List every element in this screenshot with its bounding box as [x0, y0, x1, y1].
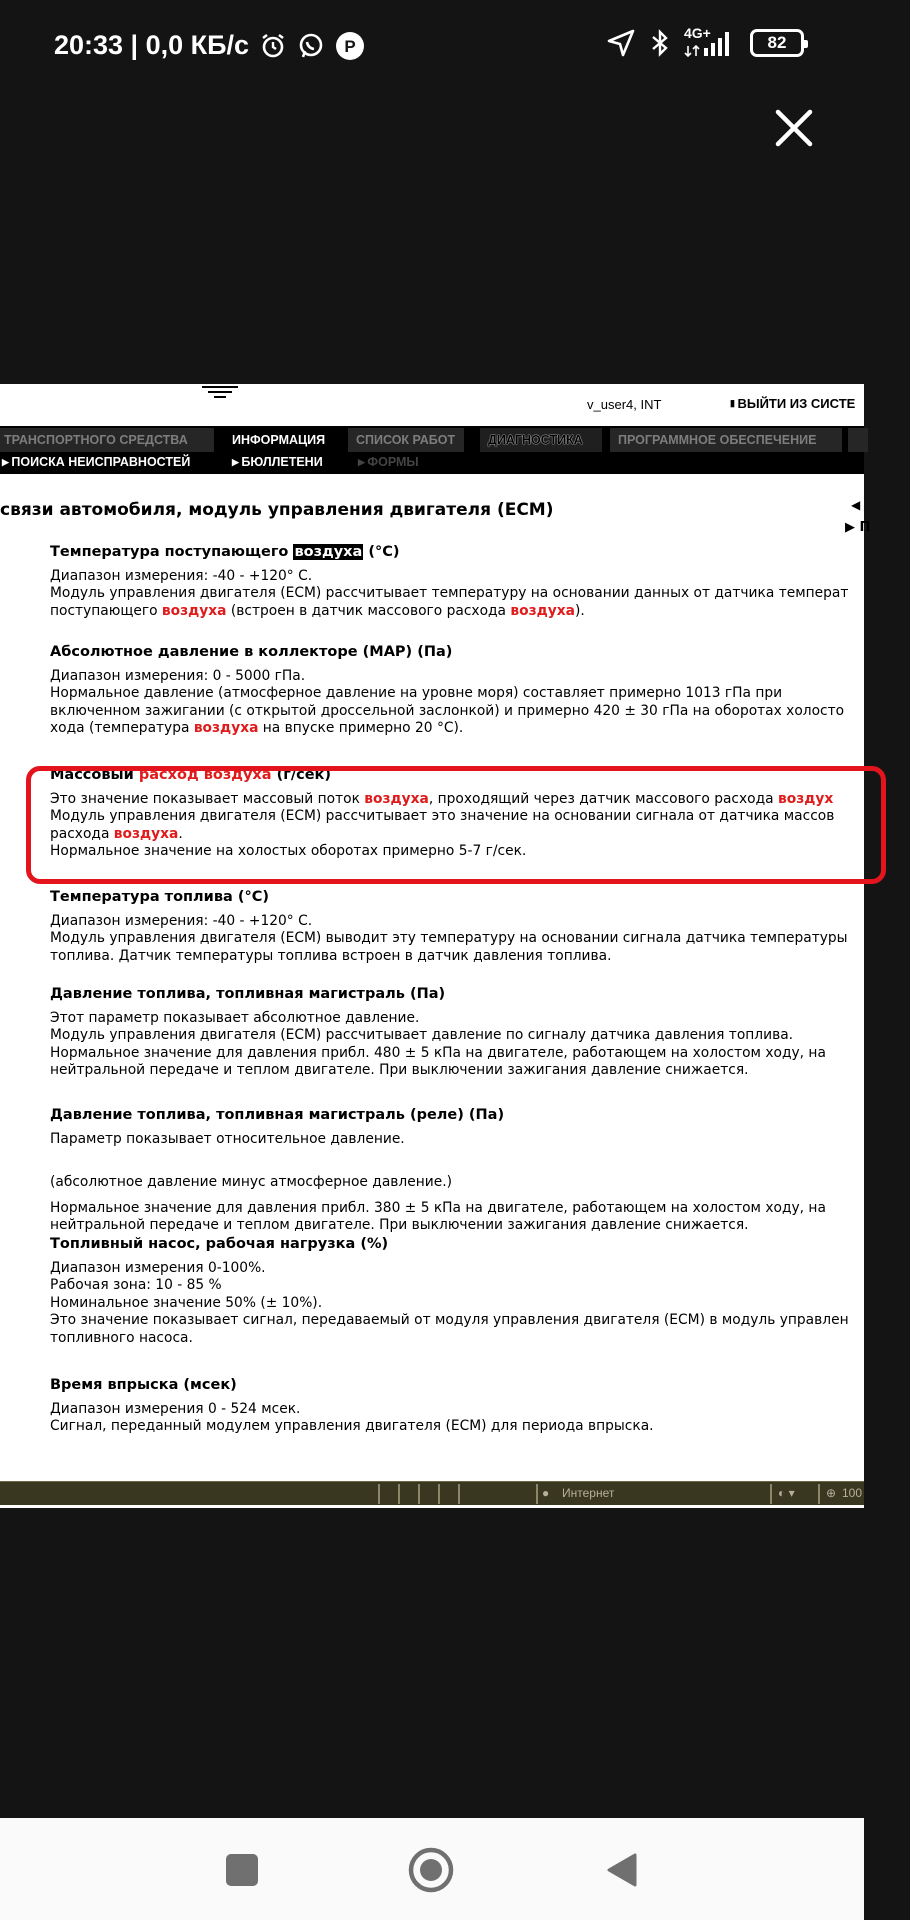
keyword-highlight: воздуха — [364, 790, 429, 807]
status-right — [606, 25, 804, 58]
back-icon — [604, 1852, 640, 1888]
document-screenshot — [0, 384, 871, 1508]
zoom-icon[interactable]: ⊕ — [826, 1486, 837, 1500]
section-line: Нормальное значение для давления прибл. 480 ± 5 кПа на двигателе, работающем на холостом ходу, на — [50, 1044, 826, 1061]
section-line: (абсолютное давление минус атмосферное давление.) — [50, 1174, 452, 1190]
divider — [770, 1484, 772, 1504]
home-button[interactable] — [403, 1842, 459, 1898]
logout-link[interactable]: ▮ ВЫЙТИ ИЗ СИСТЕ — [730, 396, 855, 411]
text-run: расхода — [50, 825, 114, 842]
globe-icon: ● — [542, 1486, 550, 1500]
zoom-level[interactable]: 100 — [842, 1486, 863, 1500]
protected-mode-icon[interactable]: ◐ ▾ — [778, 1486, 795, 1500]
section-fuel-pressure-relative — [50, 1107, 910, 1235]
section-line: Диапазон измерения: -40 - +120° C. — [50, 912, 313, 929]
keyword-highlight: воздуха — [113, 825, 179, 842]
section-line: Диапазон измерения: 0 - 5000 гПа. — [50, 667, 306, 684]
close-icon[interactable] — [770, 104, 818, 152]
recents-icon — [224, 1852, 260, 1888]
text-run: . — [178, 825, 183, 842]
back-button[interactable] — [594, 1842, 650, 1898]
section-line: топлива. Датчик температуры топлива встроен в датчик давления топлива. — [50, 947, 612, 964]
section-title: Топливный насос, рабочая нагрузка (%) — [50, 1236, 389, 1252]
page-title: связи автомобиля, модуль управления двигателя (ECM) — [0, 500, 554, 520]
subnav-forms[interactable]: ▶ ФОРМЫ — [358, 455, 419, 469]
menu-handle-icon[interactable] — [200, 385, 240, 401]
text-run: , проходящий через датчик массового расхода — [428, 790, 779, 807]
section-line: Это значение показывает сигнал, передаваемый от модуля управления двигателя (ECM) в модуль управлен — [50, 1312, 849, 1328]
text-run: Это значение показывает массовый поток — [50, 790, 365, 807]
section-line — [50, 826, 910, 844]
battery-level: 82 — [767, 33, 787, 52]
location-arrow-icon — [606, 28, 636, 58]
divider — [378, 1484, 380, 1504]
sub-navigation — [0, 452, 864, 474]
security-zone: Интернет — [562, 1486, 615, 1500]
section-title: Давление топлива, топливная магистраль (реле) (Па) — [50, 1107, 505, 1123]
section-line: Модуль управления двигателя (ECM) рассчитывает давление по сигналу датчика давления топлива. — [50, 1027, 794, 1043]
divider — [536, 1484, 538, 1504]
status-bar — [0, 0, 864, 96]
text-run: (встроен в датчик массового расхода — [226, 602, 511, 619]
top-toolbar — [0, 384, 864, 424]
parking-icon — [335, 31, 365, 61]
section-intake-temp — [50, 544, 910, 620]
section-line: нейтральной передаче и теплом двигателе. При выключении зажигания давление снижается. — [50, 1217, 749, 1233]
text-run: ). — [574, 602, 585, 619]
section-line: топливного насоса. — [50, 1329, 193, 1346]
section-line: Диапазон измерения 0 - 524 мсек. — [50, 1400, 301, 1417]
title-unit: (°C) — [363, 544, 400, 560]
section-line — [50, 603, 910, 621]
section-line: Модуль управления двигателя (ECM) рассчитывает это значение на основании сигнала от датчика массов — [50, 808, 835, 824]
main-tabs — [0, 426, 864, 452]
text-run: поступающего — [50, 602, 162, 619]
section-line: Диапазон измерения: -40 - +120° C. — [50, 567, 313, 584]
svg-text:P: P — [344, 36, 356, 56]
user-label: v_user4, INT — [587, 397, 662, 412]
section-line: Номинальное значение 50% (± 10%). — [50, 1294, 323, 1311]
keyword-highlight: воздуха — [193, 720, 259, 736]
title-text: Массовый — [50, 767, 139, 783]
tab-information[interactable]: ИНФОРМАЦИЯ — [224, 428, 342, 452]
battery-indicator — [750, 29, 804, 57]
section-line: нейтральной передаче и теплом двигателе. При выключении зажигания давление снижается. — [50, 1062, 749, 1078]
section-line: Модуль управления двигателя (ECM) рассчитывает температуру на основании данных от датчика температ — [50, 585, 849, 601]
home-icon — [407, 1846, 455, 1894]
section-title — [50, 544, 910, 562]
divider — [398, 1484, 400, 1504]
section-line: Параметр показывает относительное давление. — [50, 1130, 405, 1147]
section-line: включенном зажигании (с открытой дроссельной заслонкой) и примерно 420 ± 30 гПа на оборотах холосто — [50, 702, 845, 719]
section-fuel-temp — [50, 889, 910, 965]
tab-work-list[interactable]: СПИСОК РАБОТ — [348, 428, 464, 452]
right-nav-link-label: П — [859, 520, 871, 535]
section-line: Диапазон измерения 0-100%. — [50, 1259, 266, 1276]
section-title — [50, 767, 910, 785]
section-line: Модуль управления двигателя (ECM) выводит эту температуру на основании сигнала датчика температуры — [50, 930, 848, 946]
section-fuel-pressure — [50, 986, 910, 1080]
section-line: Нормальное значение для давления прибл. 380 ± 5 кПа на двигателе, работающем на холостом ходу, на — [50, 1199, 826, 1216]
whatsapp-icon — [297, 32, 325, 60]
keyword-highlight: расход воздуха — [138, 767, 272, 783]
system-nav-bar — [0, 1818, 864, 1920]
subnav-bulletins[interactable]: ▶ БЮЛЛЕТЕНИ — [232, 455, 323, 469]
status-left — [54, 30, 365, 61]
text-run: на впуске примерно 20 °C). — [258, 720, 464, 736]
tab-software[interactable]: ПРОГРАММНОЕ ОБЕСПЕЧЕНИЕ — [610, 428, 842, 452]
section-injection — [50, 1377, 910, 1436]
section-maf — [50, 767, 910, 861]
network-type: 4G+ — [684, 25, 711, 41]
back-arrow-icon[interactable]: ◀ — [851, 498, 861, 512]
section-title: Абсолютное давление в коллекторе (MAP) (Па) — [50, 644, 453, 660]
section-map — [50, 644, 910, 738]
section-line — [50, 791, 910, 809]
keyword-highlight: воздух — [778, 790, 834, 807]
keyword-highlight: воздуха — [510, 602, 575, 619]
text-run: хода (температура — [50, 720, 194, 736]
title-unit: (г/сек) — [271, 767, 332, 783]
tab-overflow[interactable] — [848, 428, 868, 452]
section-fuel-pump — [50, 1236, 910, 1347]
section-title: Время впрыска (мсек) — [50, 1377, 237, 1393]
highlighted-term: воздуха — [294, 544, 363, 560]
section-title: Температура топлива (°C) — [50, 889, 269, 905]
browser-status-bar — [0, 1481, 864, 1505]
recents-button[interactable] — [214, 1842, 270, 1898]
divider — [438, 1484, 440, 1504]
divider — [458, 1484, 460, 1504]
tab-vehicle[interactable]: ТРАНСПОРТНОГО СРЕДСТВА — [0, 428, 214, 452]
subnav-troubleshooting[interactable]: ▶ ПОИСКА НЕИСПРАВНОСТЕЙ — [2, 455, 190, 469]
section-line: Этот параметр показывает абсолютное давление. — [50, 1009, 420, 1026]
divider — [818, 1484, 820, 1504]
section-line: Нормальное значение на холостых оборотах примерно 5-7 г/сек. — [50, 843, 527, 859]
signal-icon — [684, 25, 736, 58]
section-line: Рабочая зона: 10 - 85 % — [50, 1277, 222, 1293]
right-nav-link[interactable]: ▶ П — [845, 520, 871, 535]
section-line: Сигнал, переданный модулем управления двигателя (ECM) для периода впрыска. — [50, 1418, 654, 1434]
section-title: Давление топлива, топливная магистраль (Па) — [50, 986, 446, 1002]
status-time: 20:33 | 0,0 КБ/с — [54, 30, 250, 60]
bluetooth-icon — [650, 28, 670, 58]
section-line — [50, 720, 910, 738]
section-line: Нормальное давление (атмосферное давление на уровне моря) составляет примерно 1013 гПа при — [50, 685, 783, 701]
title-text: Температура поступающего — [50, 544, 294, 560]
keyword-highlight: воздуха — [161, 602, 227, 619]
divider — [418, 1484, 420, 1504]
alarm-icon — [259, 32, 287, 60]
tab-diagnostics[interactable]: ДИАГНОСТИКА — [480, 428, 602, 452]
